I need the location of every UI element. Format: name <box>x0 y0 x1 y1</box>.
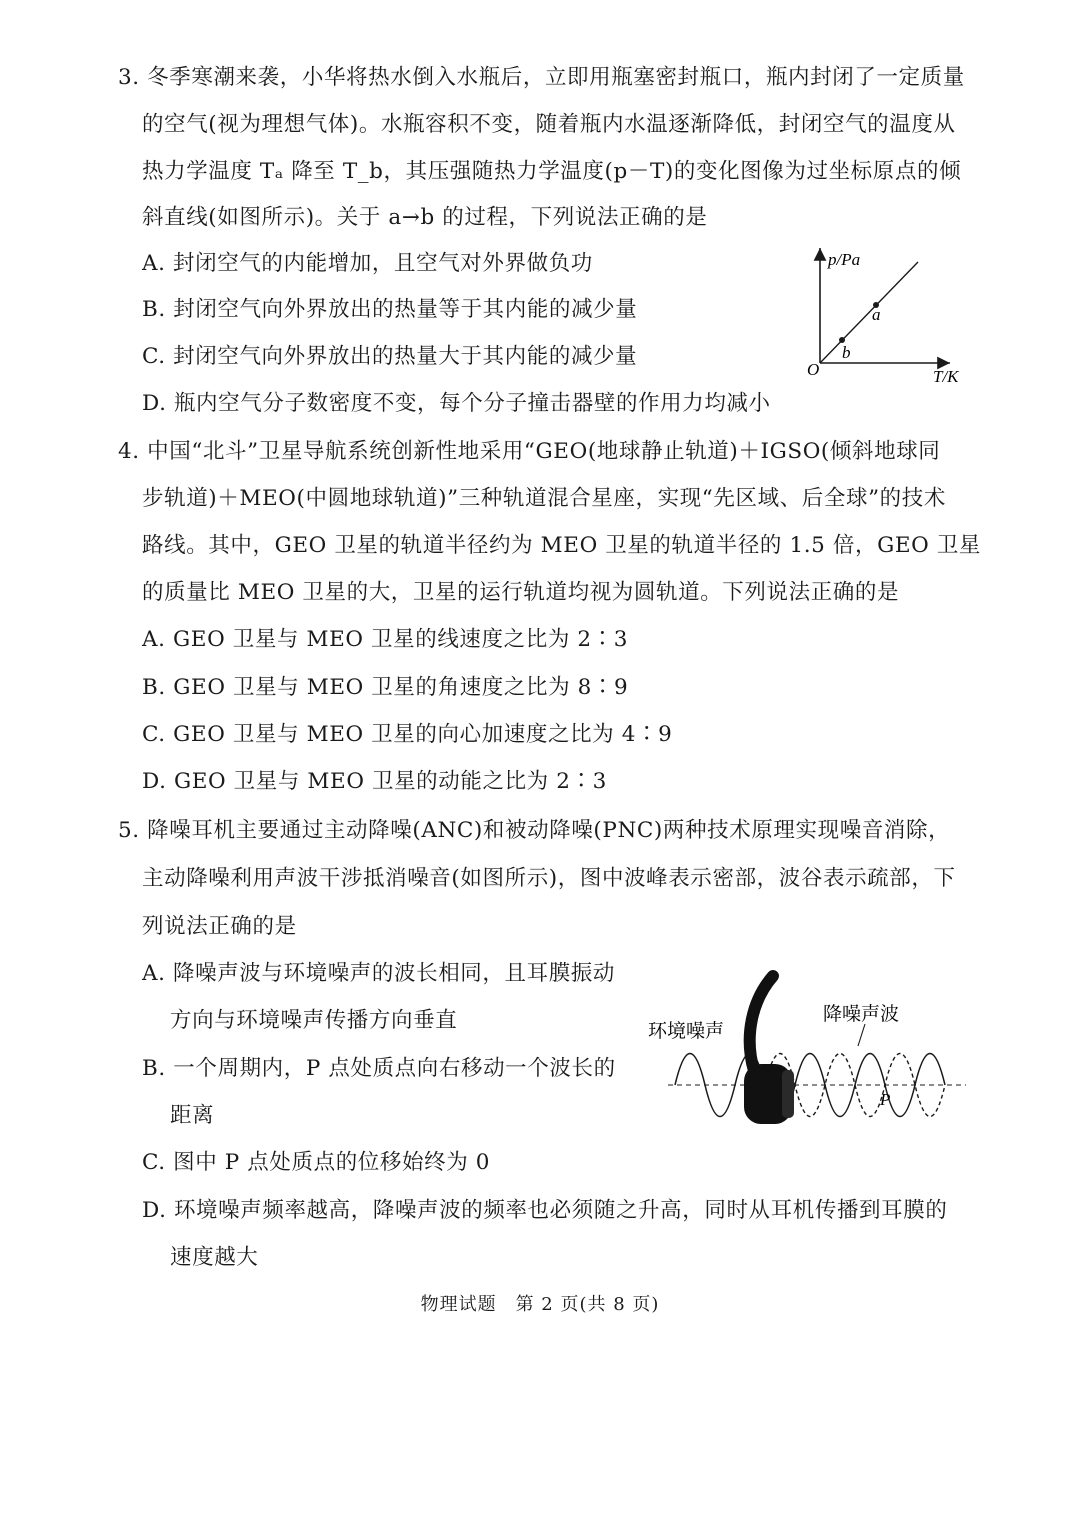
q5-option-b-line-1: B. 一个周期内，P 点处质点向右移动一个波长的 <box>142 1056 616 1081</box>
noise-cancel-figure <box>640 958 980 1148</box>
q3-stem-line-4: 斜直线(如图所示)。关于 a→b 的过程，下列说法正确的是 <box>142 205 708 230</box>
cancel-wave-label: 降噪声波 <box>823 1004 900 1025</box>
q5-option-c: C. 图中 P 点处质点的位移始终为 0 <box>142 1150 491 1175</box>
q4-stem-line-4: 的质量比 MEO 卫星的大，卫星的运行轨道均视为圆轨道。下列说法正确的是 <box>142 580 900 605</box>
q5-option-d-line-1: D. 环境噪声频率越高，降噪声波的频率也必须随之升高，同时从耳机传播到耳膜的 <box>142 1198 948 1223</box>
q3-stem-line-1: 3. 冬季寒潮来袭，小华将热水倒入水瓶后，立即用瓶塞密封瓶口，瓶内封闭了一定质量 <box>118 65 965 90</box>
q4-option-d: D. GEO 卫星与 MEO 卫星的动能之比为 2∶3 <box>142 769 607 794</box>
point-b-label: b <box>842 343 851 362</box>
q5-stem-line-1: 5. 降噪耳机主要通过主动降噪(ANC)和被动降噪(PNC)两种技术原理实现噪音消除， <box>118 818 951 843</box>
q3-option-d: D. 瓶内空气分子数密度不变，每个分子撞击器壁的作用力均减小 <box>142 391 771 416</box>
q4-stem-line-2: 步轨道)＋MEO(中圆地球轨道)”三种轨道混合星座，实现“先区域、后全球”的技术 <box>142 486 946 511</box>
q4-option-b: B. GEO 卫星与 MEO 卫星的角速度之比为 8∶9 <box>142 675 629 700</box>
q5-option-b-line-2: 距离 <box>170 1103 215 1128</box>
q5-stem-line-3: 列说法正确的是 <box>142 914 297 939</box>
q3-option-a: A. 封闭空气的内能增加，且空气对外界做负功 <box>142 251 593 276</box>
q4-stem-line-3: 路线。其中，GEO 卫星的轨道半径约为 MEO 卫星的轨道半径的 1.5 倍，GEO 卫星 <box>142 533 982 558</box>
q4-option-c: C. GEO 卫星与 MEO 卫星的向心加速度之比为 4∶9 <box>142 722 673 747</box>
cancel-label-leader <box>858 1024 865 1046</box>
q5-option-a-line-1: A. 降噪声波与环境噪声的波长相同，且耳膜振动 <box>142 961 615 986</box>
headphone-cup-inner <box>782 1070 794 1118</box>
origin-label: O <box>807 360 820 379</box>
headphone-band <box>750 976 773 1071</box>
q5-option-a-line-2: 方向与环境噪声传播方向垂直 <box>170 1008 458 1033</box>
q3-stem-line-3: 热力学温度 Tₐ 降至 T_b，其压强随热力学温度(p－T)的变化图像为过坐标原点的倾 <box>142 159 962 184</box>
pt-line <box>820 262 918 363</box>
page-footer: 物理试题 第 2 页(共 8 页) <box>420 1294 660 1315</box>
p-axis-label: p/Pa <box>828 250 861 269</box>
point-p-label: P <box>880 1090 891 1109</box>
q5-option-d-line-2: 速度越大 <box>170 1245 259 1270</box>
q5-stem-line-2: 主动降噪利用声波干涉抵消噪音(如图所示)，图中波峰表示密部，波谷表示疏部，下 <box>142 866 956 891</box>
q3-option-b: B. 封闭空气向外界放出的热量等于其内能的减少量 <box>142 297 638 322</box>
t-axis-label: T/K <box>933 367 959 386</box>
point-a-label: a <box>872 305 881 324</box>
ambient-noise-label: 环境噪声 <box>648 1021 725 1042</box>
q4-stem-line-1: 4. 中国“北斗”卫星导航系统创新性地采用“GEO(地球静止轨道)＋IGSO(倾斜地球同 <box>118 439 941 464</box>
pt-graph <box>790 238 980 388</box>
q4-option-a: A. GEO 卫星与 MEO 卫星的线速度之比为 2∶3 <box>142 627 629 652</box>
q3-option-c: C. 封闭空气向外界放出的热量大于其内能的减少量 <box>142 344 638 369</box>
q3-stem-line-2: 的空气(视为理想气体)。水瓶容积不变，随着瓶内水温逐渐降低，封闭空气的温度从 <box>142 112 956 137</box>
